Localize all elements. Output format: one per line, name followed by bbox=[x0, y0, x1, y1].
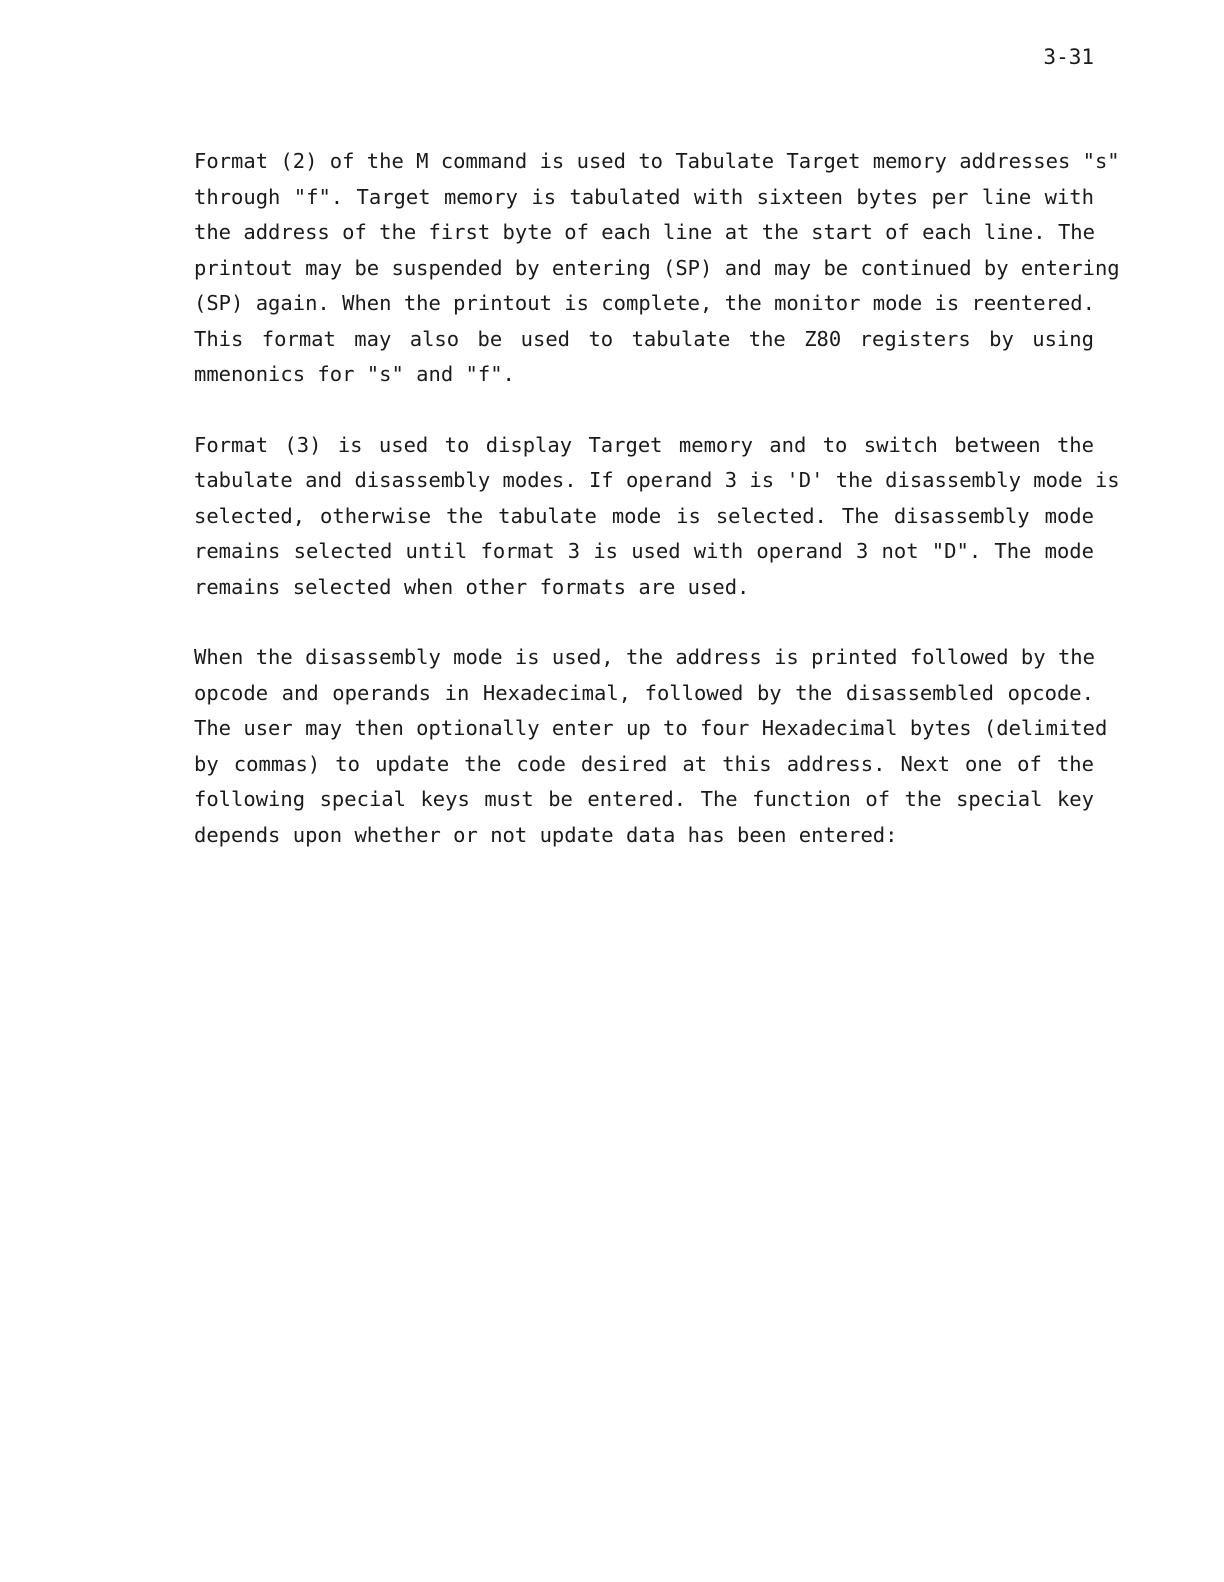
text-line: opcode and operands in Hexadecimal, followed by the disassembled opcode. bbox=[194, 680, 1094, 705]
text-line: remains selected when other formats are used. bbox=[194, 574, 750, 599]
text-line: depends upon whether or not update data has been entered: bbox=[194, 822, 898, 847]
text-line: by commas) to update the code desired at this address. Next one of the bbox=[194, 751, 1094, 776]
paragraph-disassembly-mode bbox=[194, 640, 1108, 853]
body-text bbox=[194, 144, 1120, 888]
text-line: (SP) again. When the printout is complete, the monitor mode is reentered. bbox=[194, 291, 1095, 315]
text-line: Format (3) is used to display Target memory and to switch between the bbox=[194, 432, 1094, 457]
text-line: This format may also be used to tabulate the Z80 registers by using bbox=[194, 326, 1094, 351]
text-line: When the disassembly mode is used, the address is printed followed by the bbox=[194, 645, 1095, 669]
text-line: the address of the first byte of each line at the start of each line. The bbox=[194, 220, 1095, 244]
text-line: printout may be suspended by entering (SP) and may be continued by entering bbox=[194, 255, 1120, 280]
text-line: Format (2) of the M command is used to Tabulate Target memory addresses "s" bbox=[194, 149, 1120, 173]
text-line: remains selected until format 3 is used with operand 3 not "D". The mode bbox=[194, 539, 1094, 563]
text-line: through "f". Target memory is tabulated with sixteen bytes per line with bbox=[194, 184, 1094, 209]
text-line: selected, otherwise the tabulate mode is selected. The disassembly mode bbox=[194, 503, 1094, 528]
text-line: tabulate and disassembly modes. If operand 3 is 'D' the disassembly mode is bbox=[194, 468, 1120, 492]
text-line: mmenonics for "s" and "f". bbox=[194, 362, 515, 386]
paragraph-format-2 bbox=[194, 144, 1120, 393]
text-line: The user may then optionally enter up to four Hexadecimal bytes (delimited bbox=[194, 716, 1108, 740]
page-number: 3-31 bbox=[1043, 45, 1094, 69]
text-line: following special keys must be entered. The function of the special key bbox=[194, 787, 1094, 811]
paragraph-format-3 bbox=[194, 428, 1120, 606]
